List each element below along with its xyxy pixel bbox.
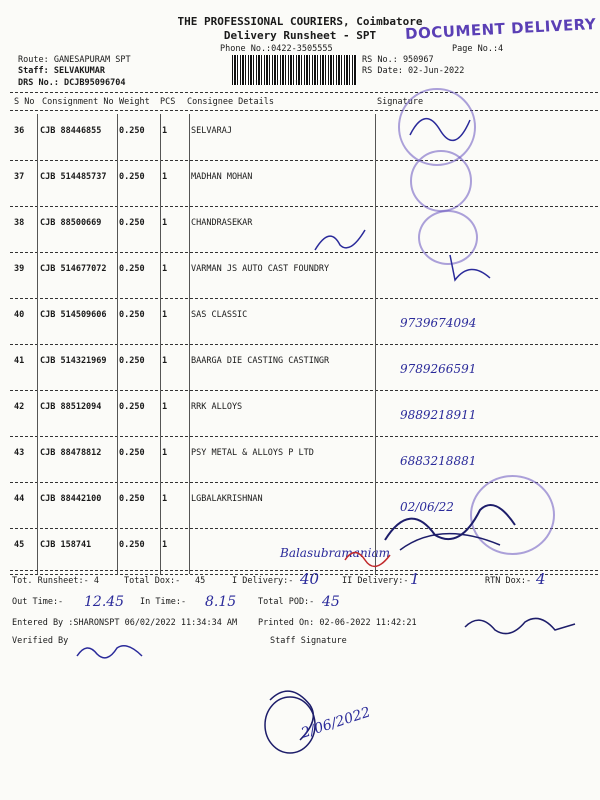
total-pod-value: 45 bbox=[322, 594, 340, 610]
column-divider bbox=[160, 482, 161, 528]
total-dox-label: Total Dox:- bbox=[124, 576, 181, 586]
column-divider bbox=[117, 528, 118, 574]
total-pod-label: Total POD:- bbox=[258, 597, 315, 607]
red-signature-mark bbox=[340, 540, 400, 570]
printed-on: Printed On: 02-06-2022 11:42:21 bbox=[258, 618, 417, 628]
row-weight: 0.250 bbox=[119, 448, 145, 458]
staff-name: Staff: SELVAKUMAR bbox=[18, 66, 105, 76]
tot-runsheet: Tot. Runsheet:- 4 bbox=[12, 576, 99, 586]
row-signature-note: 9789266591 bbox=[400, 362, 477, 376]
row-pcs: 1 bbox=[162, 172, 168, 182]
route: Route: GANESAPURAM SPT bbox=[18, 55, 131, 65]
row-consignment-no: CJB 514677072 bbox=[40, 264, 107, 274]
row-pcs: 1 bbox=[162, 402, 168, 412]
column-divider bbox=[375, 160, 376, 206]
row-sno: 44 bbox=[14, 494, 25, 504]
row-consignee: LGBALAKRISHNAN bbox=[191, 494, 263, 504]
column-divider bbox=[189, 206, 190, 252]
column-divider bbox=[160, 390, 161, 436]
row-pcs: 1 bbox=[162, 218, 168, 228]
column-divider bbox=[189, 482, 190, 528]
column-divider bbox=[375, 298, 376, 344]
row-consignment-no: CJB 88500669 bbox=[40, 218, 102, 228]
row-sno: 36 bbox=[14, 126, 25, 136]
row-sno: 42 bbox=[14, 402, 25, 412]
out-time-value: 12.45 bbox=[84, 594, 125, 610]
table-row bbox=[10, 390, 600, 436]
doc-title: Delivery Runsheet - SPT bbox=[223, 29, 377, 42]
row-sno: 45 bbox=[14, 540, 25, 550]
column-divider bbox=[37, 344, 38, 390]
row-sno: 37 bbox=[14, 172, 25, 182]
i-delivery-value: 40 bbox=[300, 570, 320, 588]
drs-number: DRS No.: DCJB95096704 bbox=[18, 78, 126, 88]
row-pcs: 1 bbox=[162, 540, 168, 550]
column-divider bbox=[117, 482, 118, 528]
row-consignment-no: CJB 88442100 bbox=[40, 494, 102, 504]
in-time-label: In Time:- bbox=[140, 597, 187, 607]
verifier-signature bbox=[72, 636, 152, 666]
row-sno: 41 bbox=[14, 356, 25, 366]
table-row bbox=[10, 206, 600, 252]
col-consignee: Consignee Details bbox=[187, 97, 274, 107]
company-name: THE PROFESSIONAL COURIERS, Coimbatore bbox=[177, 15, 423, 28]
rtn-dox-value: 4 bbox=[536, 570, 546, 588]
column-divider bbox=[117, 206, 118, 252]
column-divider bbox=[375, 436, 376, 482]
column-divider bbox=[375, 252, 376, 298]
rtn-dox-label: RTN Dox:- bbox=[485, 576, 532, 586]
column-divider bbox=[37, 528, 38, 574]
header-divider-top bbox=[10, 92, 598, 93]
column-divider bbox=[375, 206, 376, 252]
barcode bbox=[232, 55, 357, 85]
table-row bbox=[10, 298, 600, 344]
in-time-value: 8.15 bbox=[205, 594, 237, 610]
row-consignment-no: CJB 88512094 bbox=[40, 402, 102, 412]
row-weight: 0.250 bbox=[119, 264, 145, 274]
row-consignment-no: CJB 158741 bbox=[40, 540, 92, 550]
total-dox-value: 45 bbox=[195, 576, 206, 586]
column-divider bbox=[37, 482, 38, 528]
row-sno: 38 bbox=[14, 218, 25, 228]
ii-delivery-label: II Delivery:- bbox=[342, 576, 409, 586]
row-signature-note: Balasubramaniam bbox=[280, 546, 391, 560]
row-consignee: SELVARAJ bbox=[191, 126, 232, 136]
handwritten-date: 2/06/2022 bbox=[299, 704, 373, 742]
column-divider bbox=[189, 390, 190, 436]
column-divider bbox=[160, 160, 161, 206]
col-weight: Weight bbox=[119, 97, 150, 107]
column-divider bbox=[117, 160, 118, 206]
column-divider bbox=[160, 252, 161, 298]
row-weight: 0.250 bbox=[119, 218, 145, 228]
column-divider bbox=[160, 206, 161, 252]
entered-by: Entered By :SHARONSPT 06/02/2022 11:34:34 AM bbox=[12, 618, 238, 628]
column-divider bbox=[37, 114, 38, 160]
column-divider bbox=[189, 298, 190, 344]
row-consignee: SAS CLASSIC bbox=[191, 310, 248, 320]
row-sno: 40 bbox=[14, 310, 25, 320]
table-row bbox=[10, 160, 600, 206]
column-divider bbox=[375, 390, 376, 436]
row-weight: 0.250 bbox=[119, 356, 145, 366]
row-pcs: 1 bbox=[162, 356, 168, 366]
row-weight: 0.250 bbox=[119, 126, 145, 136]
column-divider bbox=[189, 160, 190, 206]
column-divider bbox=[37, 298, 38, 344]
table-row bbox=[10, 252, 600, 298]
column-divider bbox=[189, 114, 190, 160]
column-divider bbox=[375, 344, 376, 390]
column-divider bbox=[189, 344, 190, 390]
column-divider bbox=[117, 114, 118, 160]
row-signature-note: 9739674094 bbox=[400, 316, 477, 330]
column-divider bbox=[375, 482, 376, 528]
column-divider bbox=[160, 528, 161, 574]
column-divider bbox=[117, 436, 118, 482]
row-consignee: MADHAN MOHAN bbox=[191, 172, 253, 182]
column-divider bbox=[117, 390, 118, 436]
i-delivery-label: I Delivery:- bbox=[232, 576, 294, 586]
col-consignment: Consignment No bbox=[42, 97, 114, 107]
row-consignee: RRK ALLOYS bbox=[191, 402, 243, 412]
row-pcs: 1 bbox=[162, 448, 168, 458]
column-divider bbox=[117, 344, 118, 390]
signature-scribble-3 bbox=[445, 250, 495, 285]
column-divider bbox=[37, 160, 38, 206]
staff-signature-label: Staff Signature bbox=[270, 636, 347, 646]
column-divider bbox=[37, 390, 38, 436]
page-number: Page No.:4 bbox=[452, 44, 504, 54]
col-signature: Signature bbox=[377, 97, 424, 107]
row-weight: 0.250 bbox=[119, 310, 145, 320]
column-divider bbox=[160, 298, 161, 344]
document-delivery-stamp: DOCUMENT DELIVERY bbox=[404, 15, 597, 43]
row-consignee: BAARGA DIE CASTING CASTINGR bbox=[191, 356, 330, 366]
column-divider bbox=[117, 298, 118, 344]
column-divider bbox=[375, 114, 376, 160]
verified-by-label: Verified By bbox=[12, 636, 69, 646]
row-weight: 0.250 bbox=[119, 540, 145, 550]
row-weight: 0.250 bbox=[119, 402, 145, 412]
rs-date: RS Date: 02-Jun-2022 bbox=[362, 66, 465, 76]
rs-number: RS No.: 950967 bbox=[362, 55, 434, 65]
row-sno: 39 bbox=[14, 264, 25, 274]
header-divider-bottom bbox=[10, 110, 598, 111]
column-divider bbox=[37, 252, 38, 298]
column-divider bbox=[189, 252, 190, 298]
row-consignee: VARMAN JS AUTO CAST FOUNDRY bbox=[191, 264, 330, 274]
row-consignment-no: CJB 88446855 bbox=[40, 126, 102, 136]
column-divider bbox=[37, 436, 38, 482]
row-sno: 43 bbox=[14, 448, 25, 458]
column-divider bbox=[189, 436, 190, 482]
row-consignee: PSY METAL & ALLOYS P LTD bbox=[191, 448, 314, 458]
column-divider bbox=[37, 206, 38, 252]
row-pcs: 1 bbox=[162, 264, 168, 274]
row-consignee: CHANDRASEKAR bbox=[191, 218, 253, 228]
signature-scribble-4 bbox=[380, 490, 520, 560]
signature-scribble-1 bbox=[400, 95, 480, 165]
row-consignment-no: CJB 514509606 bbox=[40, 310, 107, 320]
row-consignment-no: CJB 514321969 bbox=[40, 356, 107, 366]
column-divider bbox=[160, 436, 161, 482]
row-consignment-no: CJB 88478812 bbox=[40, 448, 102, 458]
row-pcs: 1 bbox=[162, 494, 168, 504]
row-weight: 0.250 bbox=[119, 494, 145, 504]
out-time-label: Out Time:- bbox=[12, 597, 64, 607]
column-divider bbox=[160, 114, 161, 160]
table-row bbox=[10, 344, 600, 390]
staff-signature-scribble bbox=[460, 612, 580, 642]
row-signature-note: 9889218911 bbox=[400, 408, 477, 422]
row-pcs: 1 bbox=[162, 126, 168, 136]
column-divider bbox=[160, 344, 161, 390]
column-divider bbox=[189, 528, 190, 574]
row-signature-note: 6883218881 bbox=[400, 454, 477, 468]
row-consignment-no: CJB 514485737 bbox=[40, 172, 107, 182]
column-divider bbox=[117, 252, 118, 298]
signature-scribble-2 bbox=[310, 220, 370, 260]
row-weight: 0.250 bbox=[119, 172, 145, 182]
row-signature-note: 02/06/22 bbox=[400, 500, 454, 514]
col-pcs: PCS bbox=[160, 97, 176, 107]
row-pcs: 1 bbox=[162, 310, 168, 320]
table-row bbox=[10, 114, 600, 160]
col-sno: S No bbox=[14, 97, 35, 107]
phone-number: Phone No.:0422-3505555 bbox=[220, 44, 333, 54]
ii-delivery-value: 1 bbox=[410, 570, 420, 588]
